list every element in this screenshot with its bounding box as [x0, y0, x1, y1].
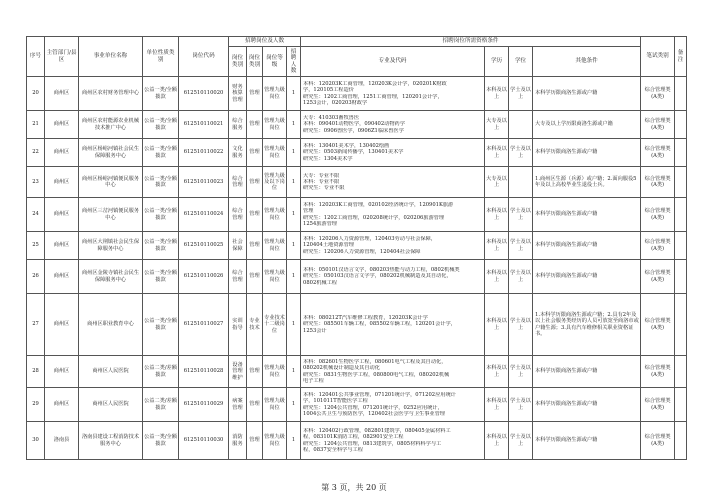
table-row: [27, 139, 687, 167]
header-note: 备注: [675, 37, 687, 77]
cell-unit: 商州区人民医院: [79, 388, 143, 422]
cell-code: 612510110030: [179, 422, 229, 460]
header-post-level: 岗位等级: [263, 47, 287, 77]
major-line: 大专：专业不限: [303, 172, 340, 179]
cell-post-kind: 管理: [247, 422, 263, 460]
cell-post-level: 管理九级岗位: [263, 111, 287, 139]
cell-edu: 大专及以上: [485, 167, 509, 198]
header-dept: 主管部门/县区: [45, 37, 79, 77]
header-nature: 单位性质类别: [143, 37, 179, 77]
cell-note: [675, 294, 687, 356]
cell-edu: 本科及以上: [485, 388, 509, 422]
cell-unit: 商州区金陵寺镇社会民生保障服务中心: [79, 260, 143, 294]
cell-unit: 商州区杨峪河镇便民服务中心: [79, 167, 143, 198]
cell-post-class: 设备管理维护: [229, 356, 247, 388]
cell-unit: 商州区农村财务管理中心: [79, 77, 143, 111]
recruitment-table: [26, 36, 687, 460]
cell-degree: 学士及以上: [509, 232, 533, 260]
cell-post-class: 综合服务: [229, 111, 247, 139]
cell-other: 本科学历限商洛生源或户籍: [533, 139, 641, 167]
major-line: 研究生：1202工商管理，020208统计学，020206旅游管理: [303, 214, 445, 221]
header-edu: 学历: [485, 47, 509, 77]
major-line: 研究生：1204公共管理，0813建筑学，0805材料科学与工: [303, 440, 442, 447]
cell-other: 大专及以上学历限商洛生源或户籍: [533, 111, 641, 139]
cell-code: 612510110028: [179, 356, 229, 388]
cell-exam: 综合管理类(A类): [641, 260, 675, 294]
major-line: 研究生：1204公共管理，071201统计学，0252应用统计，: [303, 404, 443, 411]
cell-other: 1.本科学历限商洛生源或户籍；2.具有2年及以上社会服务类经历的人员可放宽至商洛市或户籍生源；3.具有汽车维修相关职业资格证书。: [533, 294, 641, 356]
cell-nature: 公益二类/差额拨款: [143, 388, 179, 422]
cell-other: 本科学历限商洛生源或户籍: [533, 356, 641, 388]
cell-degree: 学士及以上: [509, 294, 533, 356]
cell-post-kind: 专业技术: [247, 294, 263, 356]
cell-post-level: 专业技术十二级岗位: [263, 294, 287, 356]
major-line: 程，083101K消防工程，082901安全工程: [303, 434, 404, 441]
major-line: 研究生：120206人力资源管理，120404社会保障: [303, 248, 421, 255]
cell-post-kind: 管理: [247, 139, 263, 167]
major-line: 120404土地资源管理: [303, 242, 354, 249]
cell-unit: 商州区三岔河镇便民服务中心: [79, 198, 143, 232]
cell-note: [675, 232, 687, 260]
cell-code: 612510110022: [179, 139, 229, 167]
cell-post-class: 社会保障: [229, 232, 247, 260]
table-row: [27, 294, 687, 356]
cell-dept: 商州区: [45, 77, 79, 111]
cell-code: 612510110026: [179, 260, 229, 294]
cell-post-kind: 管理: [247, 388, 263, 422]
cell-count: 1: [287, 356, 301, 388]
cell-major: [301, 77, 485, 111]
cell-count: 1: [287, 294, 301, 356]
cell-code: 612510110027: [179, 294, 229, 356]
cell-nature: 公益一类/全额拨款: [143, 167, 179, 198]
major-line: 本科：080212T汽车维修工程教育，120203K会计学: [303, 315, 428, 322]
cell-exam: 综合管理类(A类): [641, 356, 675, 388]
cell-edu: 本科及以上: [485, 422, 509, 460]
cell-code: 612510110020: [179, 77, 229, 111]
cell-nature: 公益二类/差额拨款: [143, 356, 179, 388]
table-row: [27, 356, 687, 388]
cell-other: 本科学历限商洛生源或户籍: [533, 388, 641, 422]
table-row: [27, 232, 687, 260]
cell-major: [301, 422, 485, 460]
cell-seq: 25: [27, 232, 45, 260]
cell-code: 612510110024: [179, 198, 229, 232]
cell-degree: 学士及以上: [509, 356, 533, 388]
cell-nature: 公益一类/全额拨款: [143, 139, 179, 167]
cell-major: [301, 356, 485, 388]
cell-dept: 商州区: [45, 198, 79, 232]
cell-count: 1: [287, 232, 301, 260]
table-row: [27, 388, 687, 422]
major-line: 本科：专业不限: [303, 178, 340, 185]
cell-count: 1: [287, 422, 301, 460]
cell-post-level: 管理九级岗位: [263, 198, 287, 232]
table-row: [27, 167, 687, 198]
major-line: 研究生：0906兽医学，0906Z1临床兽医学: [303, 127, 404, 134]
cell-exam: 综合管理类(A类): [641, 139, 675, 167]
major-line: 本科：120206人力资源管理，120403劳动与社会保障，: [303, 236, 437, 243]
table-row: [27, 198, 687, 232]
cell-post-level: 管理九级岗位: [263, 260, 287, 294]
major-line: 本科：120401公共事业管理，071201统计学，071202应用统计: [303, 391, 456, 398]
cell-degree: 学士及以上: [509, 139, 533, 167]
cell-major: [301, 139, 485, 167]
major-line: 本科：082601生物医学工程，080601电气工程及其自动化，: [303, 358, 447, 365]
major-line: 学，101011T智能医学工程: [303, 398, 368, 405]
header-group-recruit: 招聘岗位及人数: [229, 37, 301, 47]
major-line: 本科：130401美术学，130402绘画: [303, 143, 390, 150]
major-line: 研究生：050103汉语言文字学，080202机械制造及其自动化，: [303, 273, 452, 280]
cell-post-class: 综合管理: [229, 260, 247, 294]
cell-post-level: 管理九级岗位: [263, 388, 287, 422]
cell-note: [675, 356, 687, 388]
cell-other: 本科学历限商洛生源或户籍: [533, 198, 641, 232]
header-count: 招聘人数: [287, 47, 301, 77]
cell-seq: 23: [27, 167, 45, 198]
table-row: [27, 422, 687, 460]
cell-unit: 洛南县建设工程消防技术服务中心: [79, 422, 143, 460]
cell-unit: 商州区农村能源农业机械技术推广中心: [79, 111, 143, 139]
cell-degree: [509, 167, 533, 198]
cell-degree: 学士及以上: [509, 77, 533, 111]
cell-exam: 综合管理类(A类): [641, 111, 675, 139]
cell-seq: 26: [27, 260, 45, 294]
major-line: 研究生：085501车辆工程，085502车辆工程，120201会计学，: [303, 321, 456, 328]
cell-dept: 商州区: [45, 139, 79, 167]
cell-post-kind: 管理: [247, 260, 263, 294]
cell-seq: 24: [27, 198, 45, 232]
cell-post-level: 管理九级岗位: [263, 77, 287, 111]
cell-unit: 商州区职业教育中心: [79, 294, 143, 356]
cell-nature: 公益一类/全额拨款: [143, 232, 179, 260]
cell-code: 612510110025: [179, 232, 229, 260]
major-line: 研究生：0503新闻传播学，130401美术学: [303, 149, 404, 156]
cell-exam: 综合管理类(A类): [641, 422, 675, 460]
cell-count: 1: [287, 139, 301, 167]
cell-dept: 商州区: [45, 232, 79, 260]
cell-post-class: 实训指导: [229, 294, 247, 356]
major-line: 080202机械设计制造及其自动化: [303, 365, 380, 372]
cell-post-kind: 管理: [247, 77, 263, 111]
cell-unit: 商州区杨峪河镇社会民生保障服务中心: [79, 139, 143, 167]
major-line: 电子工程: [303, 377, 324, 384]
cell-edu: 大专及以上: [485, 111, 509, 139]
cell-count: 1: [287, 111, 301, 139]
cell-seq: 21: [27, 111, 45, 139]
cell-note: [675, 198, 687, 232]
cell-note: [675, 388, 687, 422]
header-post-class: 岗位类别: [229, 47, 247, 77]
cell-exam: 综合管理类(A类): [641, 232, 675, 260]
cell-degree: 学士及以上: [509, 260, 533, 294]
cell-seq: 29: [27, 388, 45, 422]
cell-count: 1: [287, 260, 301, 294]
header-post-kind: 岗位类别: [247, 47, 263, 77]
cell-post-level: 管理九级岗位: [263, 139, 287, 167]
cell-nature: 公益一类/全额拨款: [143, 111, 179, 139]
cell-dept: 商州区: [45, 260, 79, 294]
cell-post-kind: 管理: [247, 111, 263, 139]
cell-other: 本科学历限商洛生源或户籍: [533, 232, 641, 260]
header-unit: 事业单位名称: [79, 37, 143, 77]
cell-post-class: 消防服务: [229, 422, 247, 460]
header-seq: 序号: [27, 37, 45, 77]
cell-count: 1: [287, 388, 301, 422]
cell-post-level: 管理九级岗位: [263, 422, 287, 460]
cell-degree: [509, 111, 533, 139]
cell-other: 本科学历限商洛生源或户籍: [533, 422, 641, 460]
major-line: 研究生：1202工商管理，1251工商管理，120201会计学，: [303, 93, 443, 100]
header-code: 岗位代码: [179, 37, 229, 77]
cell-degree: 学士及以上: [509, 198, 533, 232]
cell-post-kind: 管理: [247, 198, 263, 232]
cell-edu: 本科及以上: [485, 139, 509, 167]
major-line: 管理: [303, 208, 314, 215]
major-line: 研究生：专业不限: [303, 185, 345, 192]
cell-nature: 公益一类/全额拨款: [143, 294, 179, 356]
cell-dept: 商州区: [45, 356, 79, 388]
major-line: 大专：410303畜牧兽医: [303, 115, 360, 122]
cell-post-level: 管理九级岗位: [263, 356, 287, 388]
cell-edu: 本科及以上: [485, 260, 509, 294]
major-line: 本科：050101汉语言文学，080203热能与动力工程，0802机械类: [303, 267, 460, 274]
cell-seq: 20: [27, 77, 45, 111]
cell-edu: 本科及以上: [485, 198, 509, 232]
cell-nature: 公益一类/全额拨款: [143, 422, 179, 460]
cell-exam: 综合管理类(A类): [641, 388, 675, 422]
cell-post-class: 病案管理: [229, 388, 247, 422]
cell-edu: 本科及以上: [485, 232, 509, 260]
table-row: [27, 111, 687, 139]
cell-note: [675, 260, 687, 294]
cell-post-level: 管理九级岗位: [263, 232, 287, 260]
cell-code: 612510110029: [179, 388, 229, 422]
major-line: 本科：120402行政管理，082801建筑学，080405金属材料工: [303, 427, 451, 434]
cell-code: 612510110021: [179, 111, 229, 139]
cell-seq: 30: [27, 422, 45, 460]
cell-other: 本科学历限商洛生源或户籍: [533, 260, 641, 294]
cell-note: [675, 167, 687, 198]
cell-major: [301, 111, 485, 139]
header-group-conditions: 招聘岗位所需资格条件: [301, 37, 641, 47]
cell-edu: 本科及以上: [485, 294, 509, 356]
cell-major: [301, 167, 485, 198]
cell-post-kind: 管理: [247, 167, 263, 198]
cell-post-class: 财务核算管理: [229, 77, 247, 111]
major-line: 本科：120203K工商管理，120203K会计学，020201K财政: [303, 80, 447, 87]
cell-other: 本科学历限商洛生源或户籍: [533, 77, 641, 111]
cell-seq: 22: [27, 139, 45, 167]
table-row: [27, 77, 687, 111]
cell-degree: 学士及以上: [509, 422, 533, 460]
cell-nature: 公益一类/全额拨款: [143, 260, 179, 294]
header-exam: 笔试类别: [641, 37, 675, 77]
recruitment-table-sheet: [26, 36, 686, 460]
cell-post-kind: 管理: [247, 356, 263, 388]
major-line: 学，120105工程造价: [303, 87, 354, 94]
cell-post-class: 文化服务: [229, 139, 247, 167]
cell-note: [675, 422, 687, 460]
cell-unit: 商州区大荆镇社会民生保障服务中心: [79, 232, 143, 260]
cell-dept: 洛南县: [45, 422, 79, 460]
major-line: 研究生：1304美术学: [303, 155, 353, 162]
cell-note: [675, 77, 687, 111]
cell-nature: 公益一类/全额拨款: [143, 77, 179, 111]
cell-post-level: 管理九级及以下岗位: [263, 167, 287, 198]
cell-major: [301, 198, 485, 232]
major-line: 本科：090401动物医学，090402动物药学: [303, 121, 405, 128]
major-line: 程，0837安全科学与工程: [303, 446, 363, 453]
cell-post-class: 综合管理: [229, 167, 247, 198]
header-other: 其他条件: [533, 47, 641, 77]
cell-other: 1.商州区生源（兵源）或户籍；2.面向服役5年及以上高校毕业生退役士兵。: [533, 167, 641, 198]
table-row: [27, 260, 687, 294]
cell-seq: 28: [27, 356, 45, 388]
major-line: 本科：120203K工商管理，020102经济统计学，120901K旅游: [303, 201, 454, 208]
page-footer: 第 3 页，共 20 页: [321, 483, 387, 492]
cell-post-class: 综合管理: [229, 198, 247, 232]
cell-major: [301, 232, 485, 260]
cell-count: 1: [287, 77, 301, 111]
cell-nature: 公益一类/全额拨款: [143, 198, 179, 232]
cell-major: [301, 294, 485, 356]
cell-seq: 27: [27, 294, 45, 356]
cell-note: [675, 139, 687, 167]
cell-exam: 综合管理类(A类): [641, 294, 675, 356]
cell-post-kind: 管理: [247, 232, 263, 260]
cell-exam: 综合管理类(A类): [641, 167, 675, 198]
cell-dept: 商州区: [45, 388, 79, 422]
cell-dept: 商州区: [45, 167, 79, 198]
cell-count: 1: [287, 167, 301, 198]
cell-count: 1: [287, 198, 301, 232]
cell-edu: 本科及以上: [485, 77, 509, 111]
major-line: 研究生：0831生物医学工程，080800电气工程，080202机械: [303, 371, 450, 378]
cell-edu: 本科及以上: [485, 356, 509, 388]
header-degree: 学位: [509, 47, 533, 77]
major-line: 0802机械工程: [303, 279, 337, 286]
cell-degree: 学士及以上: [509, 388, 533, 422]
cell-exam: 综合管理类(A类): [641, 77, 675, 111]
table-body: [27, 77, 687, 460]
cell-unit: 商州区人民医院: [79, 356, 143, 388]
cell-major: [301, 388, 485, 422]
cell-code: 612510110023: [179, 167, 229, 198]
cell-dept: 商州区: [45, 111, 79, 139]
cell-major: [301, 260, 485, 294]
cell-note: [675, 111, 687, 139]
major-line: 1253会计，020203财政学: [303, 99, 368, 106]
cell-exam: 综合管理类(A类): [641, 198, 675, 232]
major-line: 1253会计: [303, 327, 327, 334]
major-line: 1004公共卫生与预防医学，120402社会医学与卫生事业管理: [303, 410, 445, 417]
cell-dept: 商州区: [45, 294, 79, 356]
header-major: 专业及代码: [301, 47, 485, 77]
major-line: 1254旅游管理: [303, 220, 337, 227]
